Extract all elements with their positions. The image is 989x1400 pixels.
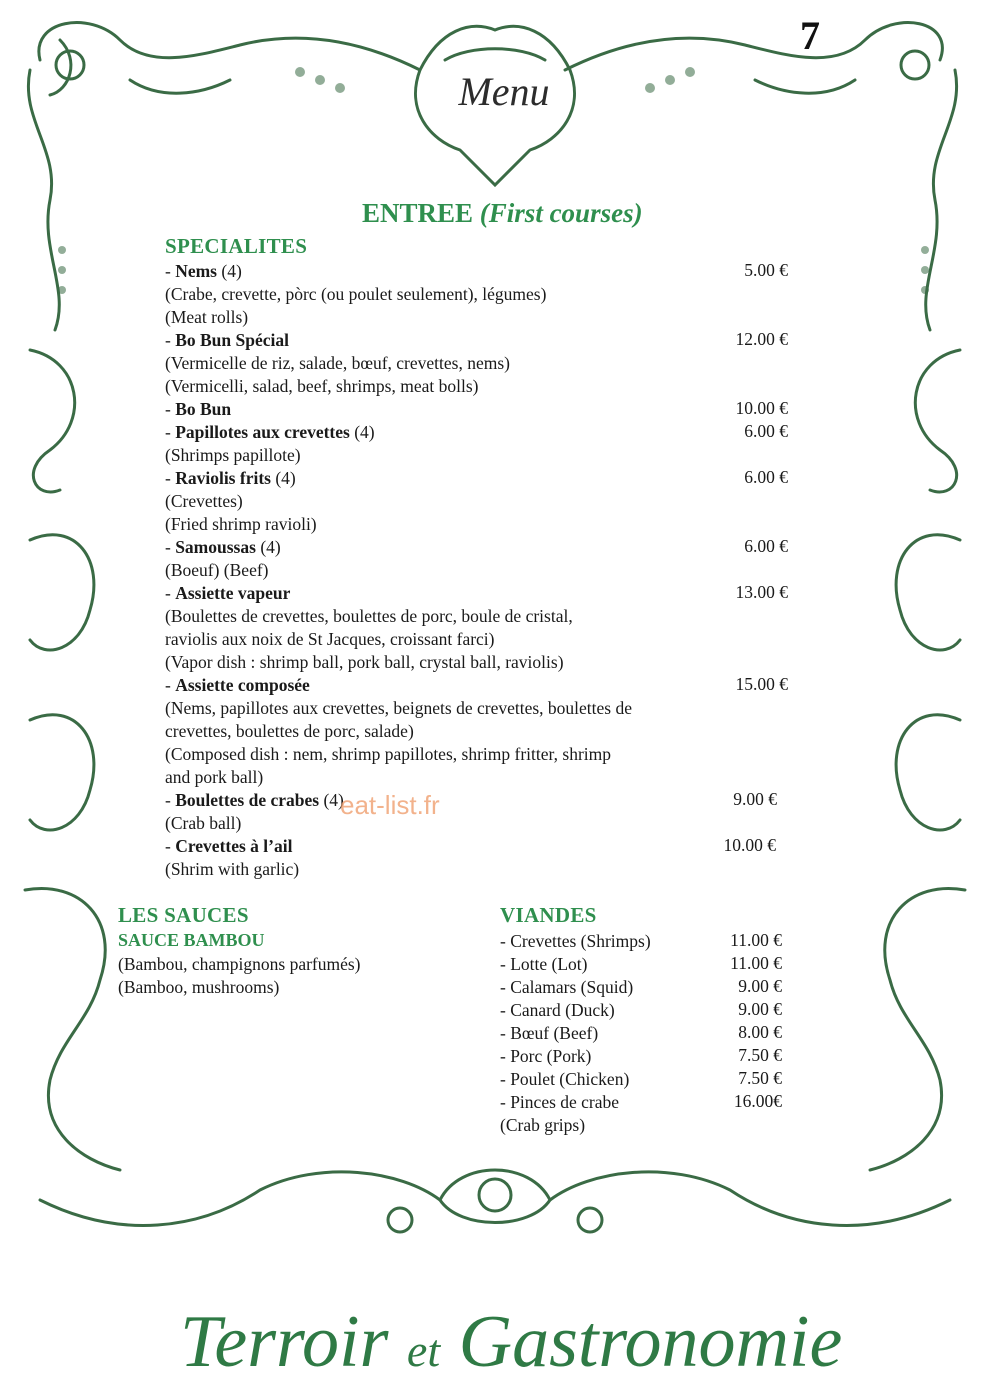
footer-word: Gastronomie — [458, 1301, 843, 1383]
viande-item: - Porc (Pork) — [500, 1046, 592, 1066]
menu-item-name: - Bo Bun Spécial — [165, 330, 289, 350]
entree-title-english: (First courses) — [479, 198, 643, 228]
viande-item: - Poulet (Chicken) — [500, 1069, 630, 1089]
viande-item: - Canard (Duck) — [500, 1000, 615, 1020]
viande-price: 7.50 € — [738, 1068, 782, 1088]
menu-item-price: 6.00 € — [744, 421, 788, 441]
menu-item-price: 9.00 € — [733, 789, 777, 809]
viande-price: 7.50 € — [738, 1045, 782, 1065]
menu-item-price: 5.00 € — [744, 260, 788, 280]
menu-item-description: raviolis aux noix de St Jacques, croissant farci) — [165, 629, 495, 649]
viande-item: - Bœuf (Beef) — [500, 1023, 599, 1043]
menu-item-description: (Nems, papillotes aux crevettes, beignets de crevettes, boulettes de — [165, 698, 632, 718]
footer-word: Terroir — [180, 1301, 389, 1383]
page-number: 7 — [800, 13, 820, 58]
specialites-heading: SPECIALITES — [165, 234, 308, 258]
sauces-heading: LES SAUCES — [118, 903, 249, 927]
entree-section-title — [362, 198, 643, 229]
menu-item-description: (Meat rolls) — [165, 307, 249, 327]
viande-item: - Lotte (Lot) — [500, 954, 588, 974]
menu-item-description: (Boulettes de crevettes, boulettes de porc, boule de cristal, — [165, 606, 573, 626]
menu-item-name: - Papillotes aux crevettes (4) — [165, 422, 375, 442]
menu-item-price: 10.00 € — [735, 398, 788, 418]
viande-item-note: (Crab grips) — [500, 1115, 586, 1135]
menu-item-description: (Shrim with garlic) — [165, 859, 300, 879]
sauce-bambou-heading: SAUCE BAMBOU — [118, 930, 265, 950]
menu-item-name: - Samoussas (4) — [165, 537, 281, 557]
entree-title: ENTREE — [362, 198, 474, 228]
viande-price: 9.00 € — [738, 999, 782, 1019]
menu-item-name: - Raviolis frits (4) — [165, 468, 296, 488]
menu-item-price: 6.00 € — [744, 467, 788, 487]
viande-price: 11.00 € — [730, 930, 782, 950]
menu-item-price: 10.00 € — [723, 835, 776, 855]
menu-item-name: - Assiette vapeur — [165, 583, 291, 603]
menu-item-description: (Vermicelle de riz, salade, bœuf, crevettes, nems) — [165, 353, 510, 373]
viande-item: - Calamars (Squid) — [500, 977, 634, 997]
menu-item-description: (Shrimps papillote) — [165, 445, 301, 465]
menu-item-price: 15.00 € — [735, 674, 788, 694]
menu-item-description: (Vermicelli, salad, beef, shrimps, meat bolls) — [165, 376, 479, 396]
menu-item-name: - Boulettes de crabes (4) — [165, 790, 344, 810]
menu-item-name: - Assiette composée — [165, 675, 310, 695]
menu-item-description: (Crab ball) — [165, 813, 242, 833]
menu-item-description: and pork ball) — [165, 767, 264, 787]
menu-item-name: - Bo Bun — [165, 399, 232, 419]
menu-item-description: (Composed dish : nem, shrimp papillotes, shrimp fritter, shrimp — [165, 744, 611, 764]
viande-price: 11.00 € — [730, 953, 782, 973]
menu-item-name: - Crevettes à l’ail — [165, 836, 293, 856]
viandes-heading: VIANDES — [500, 903, 597, 927]
menu-item-price: 13.00 € — [735, 582, 788, 602]
menu-item-description: crevettes, boulettes de porc, salade) — [165, 721, 414, 741]
menu-item-description: (Boeuf) (Beef) — [165, 560, 269, 580]
viande-item: - Crevettes (Shrimps) — [500, 931, 651, 951]
menu-item-description: (Fried shrimp ravioli) — [165, 514, 317, 534]
viande-price: 16.00€ — [733, 1091, 782, 1111]
menu-item-description: (Crabe, crevette, pòrc (ou poulet seulement), légumes) — [165, 284, 547, 304]
menu-item-price: 6.00 € — [744, 536, 788, 556]
footer-tagline — [180, 1300, 843, 1385]
menu-item-description: (Crevettes) — [165, 491, 243, 511]
menu-title: Menu — [458, 69, 550, 114]
viande-price: 9.00 € — [738, 976, 782, 996]
menu-item-name: - Nems (4) — [165, 261, 242, 281]
menu-item-price: 12.00 € — [735, 329, 788, 349]
viande-item: - Pinces de crabe — [500, 1092, 620, 1112]
sauce-description: (Bambou, champignons parfumés) — [118, 954, 361, 974]
footer-word: et — [406, 1325, 441, 1376]
viande-price: 8.00 € — [738, 1022, 782, 1042]
menu-item-description: (Vapor dish : shrimp ball, pork ball, crystal ball, raviolis) — [165, 652, 564, 672]
sauce-description: (Bamboo, mushrooms) — [118, 977, 280, 997]
watermark: eat-list.fr — [340, 790, 440, 820]
